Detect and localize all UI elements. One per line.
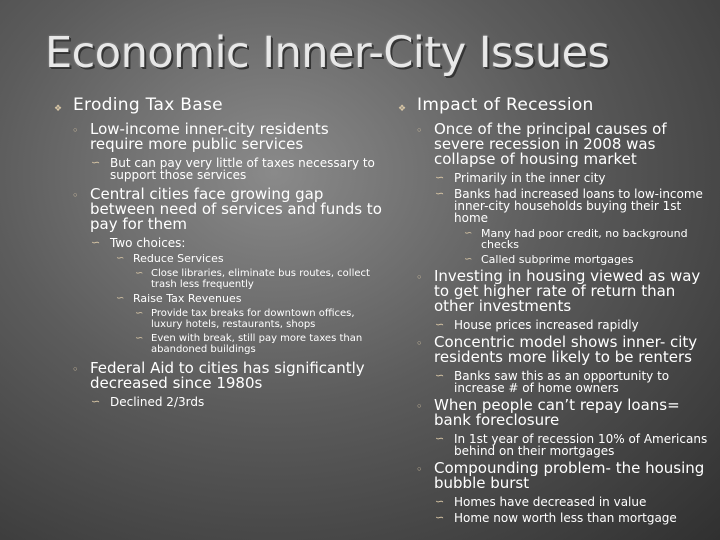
- swirl-bullet-icon: ∽: [116, 253, 125, 264]
- bullet-text: Reduce Services: [133, 252, 224, 265]
- circle-bullet-icon: ◦: [416, 337, 423, 350]
- bullet-item: [54, 187, 384, 232]
- bullet-item: [398, 172, 714, 184]
- circle-bullet-icon: ◦: [416, 400, 423, 413]
- bullet-item: [398, 370, 714, 394]
- circle-bullet-icon: ◦: [72, 363, 79, 376]
- swirl-bullet-icon: ∽: [435, 187, 445, 200]
- bullet-item: [398, 461, 714, 491]
- bullet-text: But can pay very little of taxes necessary to support those services: [110, 156, 375, 182]
- circle-bullet-icon: ◦: [72, 189, 79, 202]
- swirl-bullet-icon: ∽: [135, 268, 144, 279]
- bullet-item: [54, 157, 384, 181]
- right-column: [398, 96, 714, 528]
- bullet-item: [398, 254, 714, 265]
- bullet-text: Homes have decreased in value: [454, 495, 647, 509]
- bullet-text: Many had poor credit, no background checks: [481, 227, 688, 251]
- bullet-item: [54, 361, 384, 391]
- bullet-text: Central cities face growing gap between need of services and funds to pay for them: [90, 185, 382, 233]
- bullet-text: House prices increased rapidly: [454, 318, 639, 332]
- circle-bullet-icon: ◦: [72, 124, 79, 137]
- bullet-text: Compounding problem- the housing bubble burst: [434, 459, 705, 492]
- swirl-bullet-icon: ∽: [91, 395, 101, 408]
- swirl-bullet-icon: ∽: [91, 236, 101, 249]
- square-bullet-icon: ❖: [398, 104, 407, 114]
- bullet-item: [54, 268, 384, 290]
- swirl-bullet-icon: ∽: [435, 432, 445, 445]
- bullet-item: [54, 293, 384, 304]
- slide-title: Economic Inner-City Issues: [45, 28, 610, 78]
- bullet-item: [54, 237, 384, 249]
- bullet-text: Home now worth less than mortgage: [454, 511, 677, 525]
- square-bullet-icon: ❖: [54, 104, 63, 114]
- bullet-item: [398, 335, 714, 365]
- bullet-item: [398, 228, 714, 250]
- bullet-text: When people can’t repay loans= bank foreclosure: [434, 396, 680, 429]
- bullet-item: [398, 96, 714, 114]
- swirl-bullet-icon: ∽: [135, 333, 144, 344]
- bullet-text: Federal Aid to cities has significantly decreased since 1980s: [90, 359, 365, 392]
- swirl-bullet-icon: ∽: [435, 318, 445, 331]
- bullet-item: [54, 96, 384, 114]
- bullet-item: [54, 308, 384, 330]
- heading-eroding-tax-base: Eroding Tax Base: [73, 95, 223, 115]
- bullet-item: [54, 253, 384, 264]
- bullet-item: [398, 269, 714, 314]
- bullet-text: Declined 2/3rds: [110, 395, 205, 409]
- bullet-item: [398, 398, 714, 428]
- bullet-item: [54, 122, 384, 152]
- circle-bullet-icon: ◦: [416, 124, 423, 137]
- bullet-item: [398, 122, 714, 167]
- bullet-text: Concentric model shows inner- city residents more likely to be renters: [434, 333, 698, 366]
- bullet-text: Raise Tax Revenues: [133, 292, 242, 305]
- swirl-bullet-icon: ∽: [91, 156, 101, 169]
- swirl-bullet-icon: ∽: [435, 511, 445, 524]
- bullet-text: Banks had increased loans to low-income inner-city households buying their 1st home: [454, 187, 703, 225]
- bullet-text: Primarily in the inner city: [454, 171, 606, 185]
- swirl-bullet-icon: ∽: [435, 495, 445, 508]
- bullet-text: Close libraries, eliminate bus routes, collect trash less frequently: [151, 268, 370, 290]
- bullet-item: [398, 319, 714, 331]
- swirl-bullet-icon: ∽: [435, 171, 445, 184]
- bullet-item: [398, 188, 714, 224]
- swirl-bullet-icon: ∽: [464, 254, 473, 265]
- bullet-text: Investing in housing viewed as way to get higher rate of return than other investments: [434, 267, 701, 315]
- circle-bullet-icon: ◦: [416, 463, 423, 476]
- swirl-bullet-icon: ∽: [135, 308, 144, 319]
- bullet-text: Low-income inner-city residents require more public services: [90, 120, 329, 153]
- bullet-text: Two choices:: [110, 236, 186, 250]
- bullet-item: [54, 396, 384, 408]
- swirl-bullet-icon: ∽: [435, 369, 445, 382]
- heading-impact-of-recession: Impact of Recession: [417, 95, 594, 115]
- bullet-text: Provide tax breaks for downtown offices, luxury hotels, restaurants, shops: [151, 308, 355, 330]
- left-column: [54, 96, 384, 412]
- bullet-item: [398, 433, 714, 457]
- bullet-text: In 1st year of recession 10% of Americans behind on their mortgages: [454, 432, 708, 458]
- bullet-item: [398, 512, 714, 524]
- circle-bullet-icon: ◦: [416, 271, 423, 284]
- bullet-text: Called subprime mortgages: [481, 253, 634, 266]
- bullet-text: Once of the principal causes of severe recession in 2008 was collapse of housing market: [434, 120, 667, 168]
- swirl-bullet-icon: ∽: [116, 293, 125, 304]
- bullet-text: Banks saw this as an opportunity to increase # of home owners: [454, 369, 670, 395]
- swirl-bullet-icon: ∽: [464, 228, 473, 239]
- bullet-text: Even with break, still pay more taxes than abandoned buildings: [151, 333, 363, 355]
- bullet-item: [54, 333, 384, 355]
- bullet-item: [398, 496, 714, 508]
